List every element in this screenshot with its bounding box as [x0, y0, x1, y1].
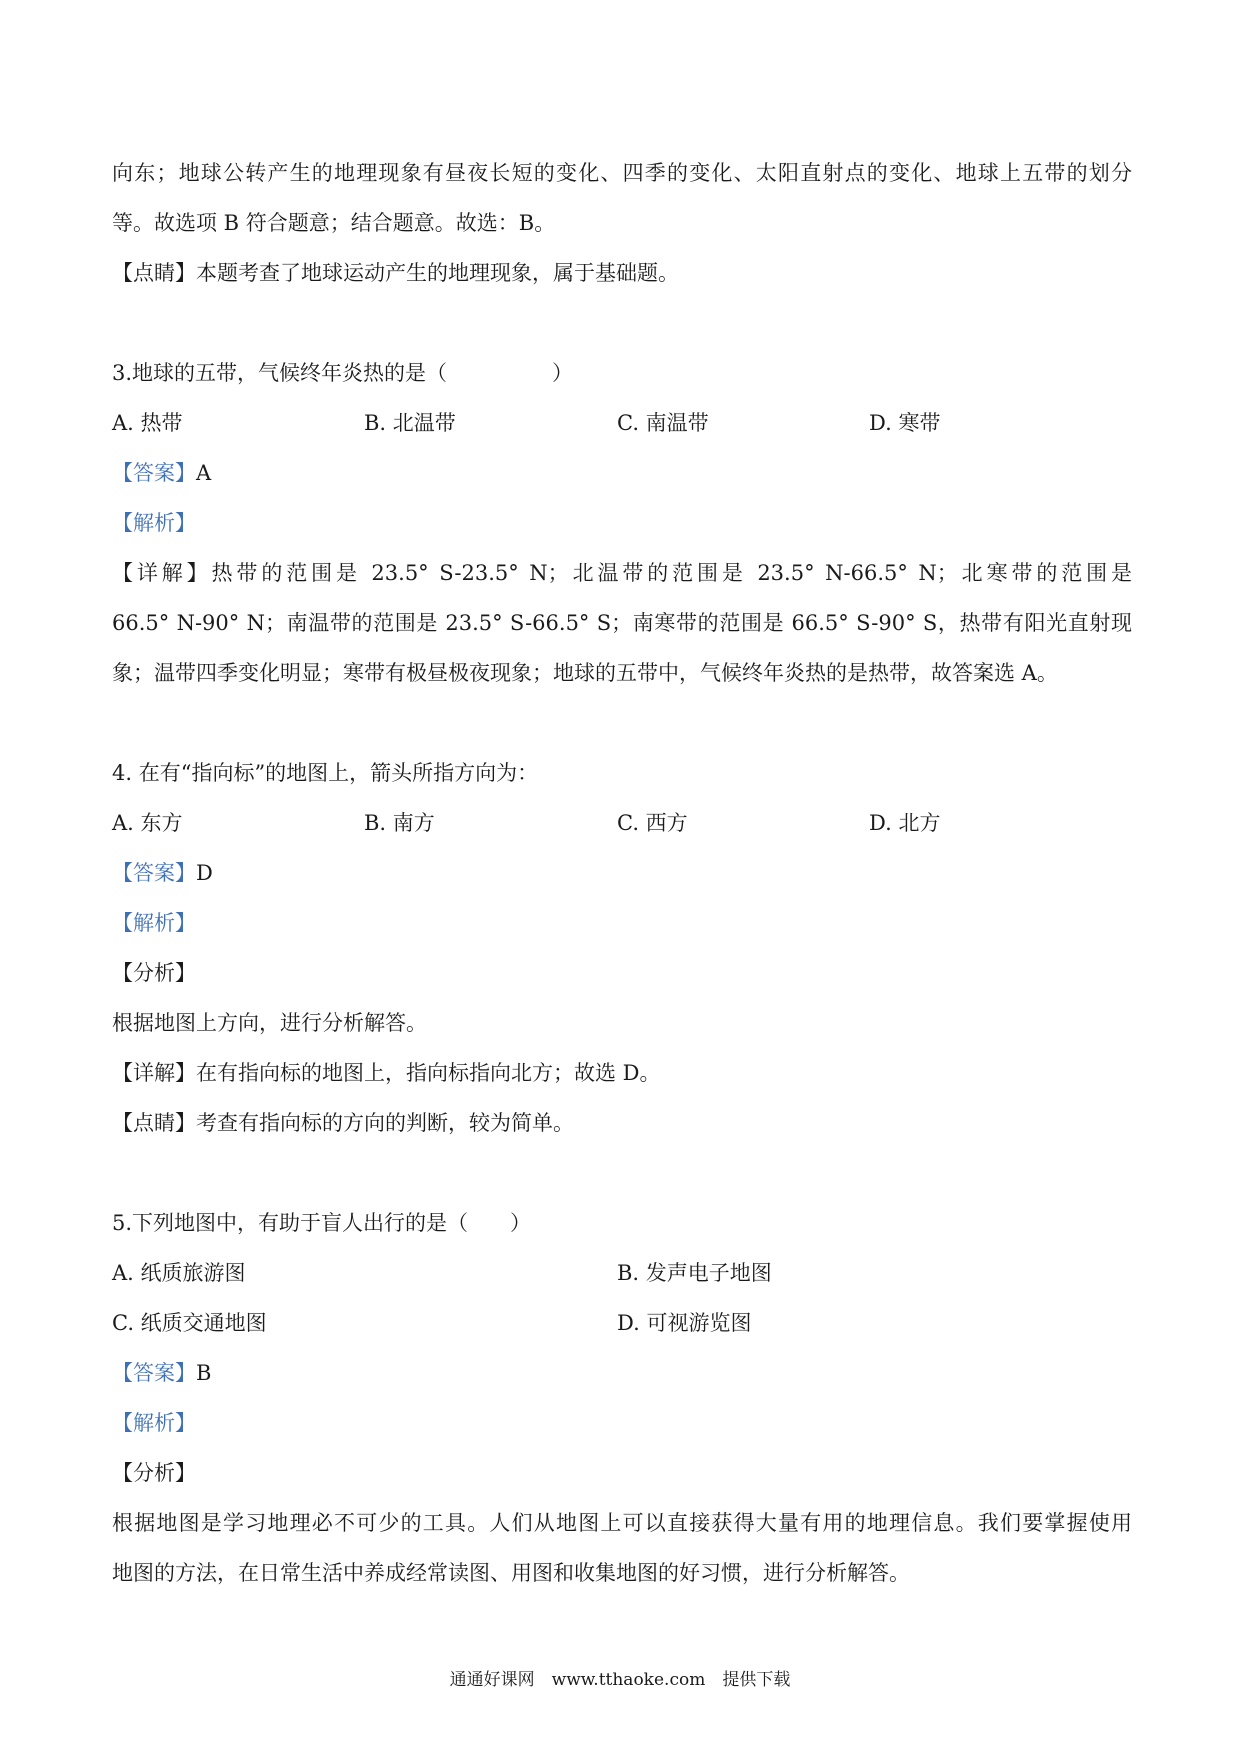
prev-explanation-line-1: 向东；地球公转产生的地理现象有昼夜长短的变化、四季的变化、太阳直射点的变化、地球上五带的划分 — [112, 161, 1132, 185]
q3-stem: 3.地球的五带，气候终年炎热的是（ ） — [112, 361, 574, 385]
q3-option-a: A. 热带 — [112, 411, 183, 435]
q5-option-b: B. 发声电子地图 — [617, 1261, 772, 1285]
q4-analysis-text: 根据地图上方向，进行分析解答。 — [112, 1011, 427, 1035]
answer-tag: 【答案】 — [112, 1361, 196, 1385]
answer-tag: 【答案】 — [112, 461, 196, 485]
q4-answer — [112, 858, 1132, 888]
q3-detail-line-3: 象；温带四季变化明显；寒带有极昼极夜现象；地球的五带中，气候终年炎热的是热带，故答案选 A。 — [112, 661, 1058, 685]
q5-answer — [112, 1358, 1132, 1388]
q5-analysis-line-2: 地图的方法，在日常生活中养成经常读图、用图和收集地图的好习惯，进行分析解答。 — [112, 1561, 910, 1585]
q4-jiexi-tag: 【解析】 — [112, 911, 196, 935]
q5-stem: 5.下列地图中，有助于盲人出行的是（ ） — [112, 1211, 532, 1235]
detail-tag: 【详解】 — [112, 561, 212, 585]
detail-tag: 【详解】 — [112, 1061, 196, 1085]
q3-option-b: B. 北温带 — [364, 411, 456, 435]
q4-option-a: A. 东方 — [112, 811, 183, 835]
q4-analysis-tag: 【分析】 — [112, 961, 196, 985]
prev-dianjing — [112, 258, 1132, 288]
dianjing-tag: 【点睛】 — [112, 261, 196, 285]
q3-jiexi-tag: 【解析】 — [112, 511, 196, 535]
detail-text: 在有指向标的地图上，指向标指向北方；故选 D。 — [196, 1061, 661, 1085]
q3-answer — [112, 458, 1132, 488]
q3-option-d: D. 寒带 — [869, 411, 941, 435]
q3-detail-line-1 — [112, 558, 1132, 588]
q4-option-d: D. 北方 — [869, 811, 941, 835]
dianjing-tag: 【点睛】 — [112, 1111, 196, 1135]
q5-option-a: A. 纸质旅游图 — [112, 1261, 246, 1285]
dianjing-text: 本题考查了地球运动产生的地理现象，属于基础题。 — [196, 261, 679, 285]
answer-value: A — [196, 461, 212, 485]
q4-option-b: B. 南方 — [364, 811, 435, 835]
q5-jiexi-tag: 【解析】 — [112, 1411, 196, 1435]
prev-explanation-line-2: 等。故选项 B 符合题意；结合题意。故选：B。 — [112, 211, 556, 235]
q5-analysis-line-1: 根据地图是学习地理必不可少的工具。人们从地图上可以直接获得大量有用的地理信息。我们要掌握使用 — [112, 1511, 1132, 1535]
q5-analysis-tag: 【分析】 — [112, 1461, 196, 1485]
detail-text: 热带的范围是 23.5° S-23.5° N；北温带的范围是 23.5° N-66.5° N；北寒带的范围是 — [211, 561, 1132, 585]
answer-value: B — [196, 1361, 212, 1385]
answer-value: D — [196, 861, 213, 885]
q4-detail — [112, 1058, 1132, 1088]
q4-dianjing — [112, 1108, 1132, 1138]
q5-option-d: D. 可视游览图 — [617, 1311, 752, 1335]
dianjing-text: 考查有指向标的方向的判断，较为简单。 — [196, 1111, 574, 1135]
q5-option-c: C. 纸质交通地图 — [112, 1311, 267, 1335]
q4-stem: 4. 在有“指向标”的地图上，箭头所指方向为： — [112, 761, 539, 785]
q4-option-c: C. 西方 — [617, 811, 688, 835]
page-footer: 通通好课网 www.tthaoke.com 提供下载 — [449, 1670, 791, 1690]
answer-tag: 【答案】 — [112, 861, 196, 885]
q3-detail-line-2: 66.5° N-90° N；南温带的范围是 23.5° S-66.5° S；南寒带的范围是 66.5° S-90° S，热带有阳光直射现 — [112, 611, 1132, 635]
q3-option-c: C. 南温带 — [617, 411, 709, 435]
